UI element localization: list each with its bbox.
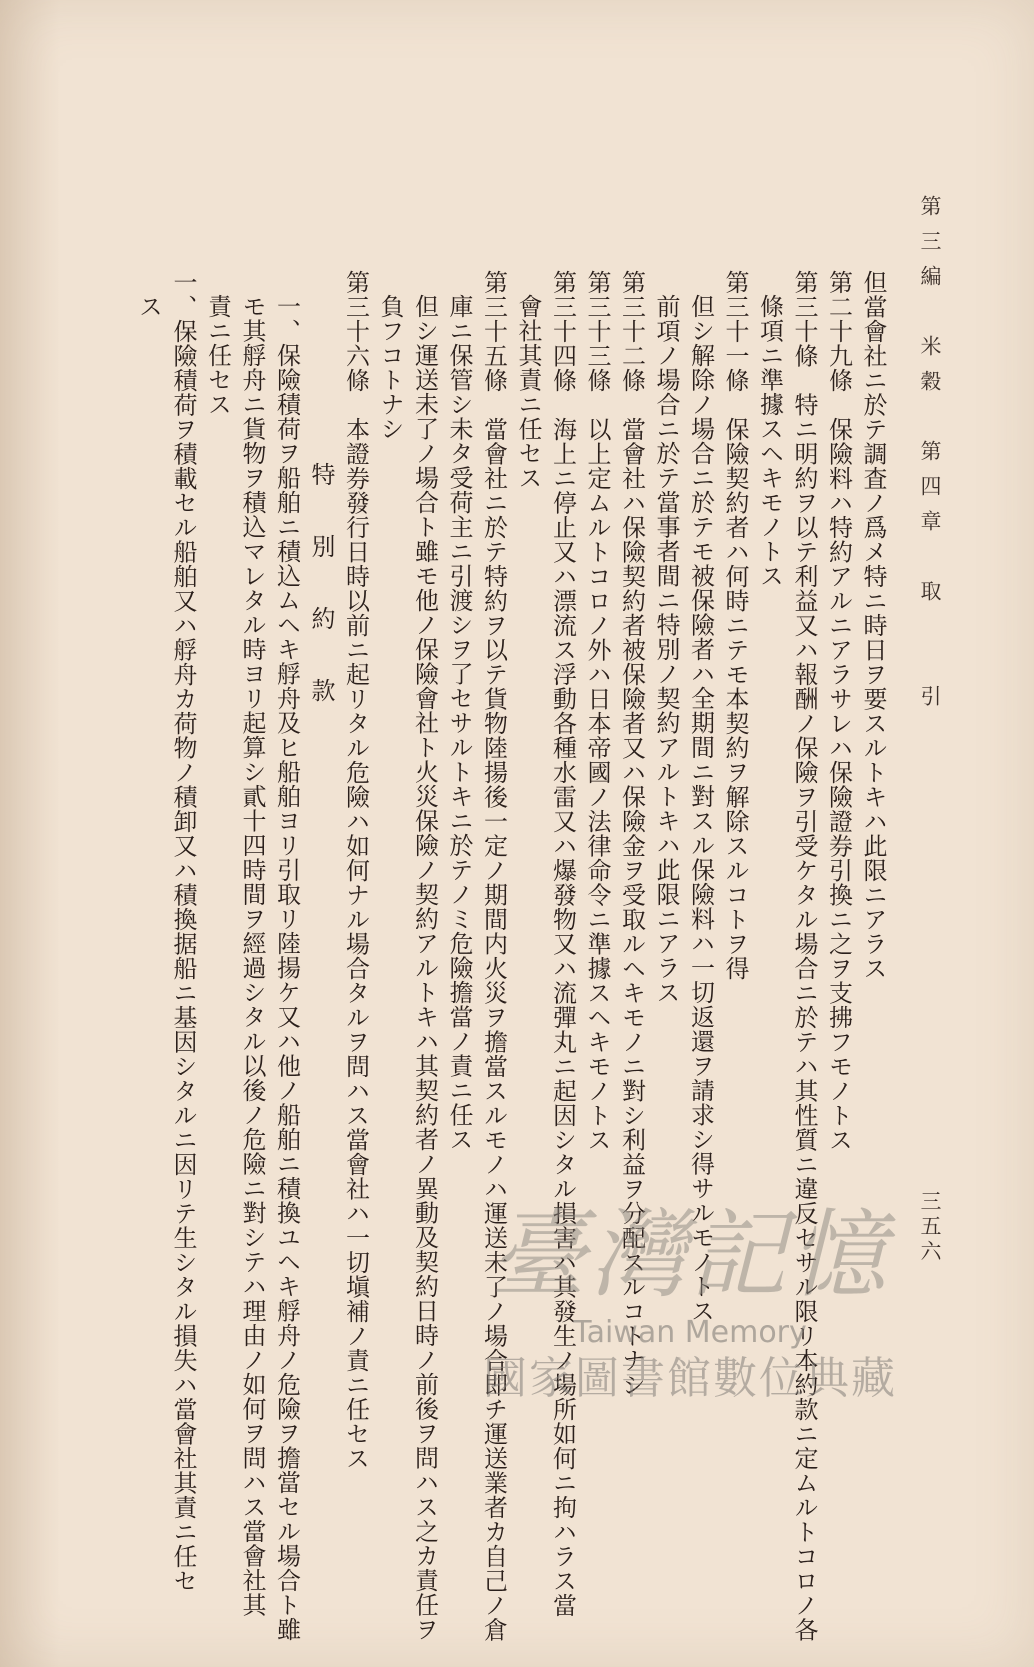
watermark-chinese: 國家圖書館數位典藏 (483, 1353, 897, 1404)
text-column: 第三十條 特ニ明約ヲ以テ利益又ハ報酬ノ保險ヲ引受ケタル場合ニ於テハ其性質ニ違反セサル限リ本約款ニ定ムルトコロノ各 (790, 270, 818, 1642)
text-column: 但シ解除ノ場合ニ於テモ被保險者ハ全期間ニ對スル保險料ハ一切返還ヲ請求シ得サルモノトス (686, 294, 715, 1323)
text-column: ス (134, 294, 163, 319)
text-column: 條項ニ準據スヘキモノトス (755, 294, 784, 588)
running-head: 第三編 米穀 第四章 取 引 (918, 195, 942, 720)
text-column: 一、保險積荷ヲ積載セル船舶又ハ艀舟カ荷物ノ積卸又ハ積換据船ニ基因シタルニ因リテ生シタル損失ハ當會社其責ニ任セ (169, 270, 197, 1593)
text-column: 第三十五條 當會社ニ於テ特約ヲ以テ貨物陸揚後一定ノ期間内火災ヲ擔當スルモノハ運送未了ノ場合即チ運送業者カ自己ノ倉 (479, 270, 508, 1642)
page-number: 三五六 (918, 1190, 942, 1265)
text-column: 第三十三條 以上定ムルトコロノ外ハ日本帝國ノ法律命令ニ準據スヘキモノトス (583, 270, 611, 1152)
text-column: 但當會社ニ於テ調査ノ爲メ特ニ時日ヲ要スルトキハ此限ニアラス (859, 270, 887, 981)
text-column: 第二十九條 保險料ハ特約アルニアラサレハ保險證券引換ニ之ヲ支拂フモノトス (824, 270, 853, 1152)
text-column: 一、保險積荷ヲ船舶ニ積込ムヘキ艀舟及ヒ船舶ヨリ引取リ陸揚ケ又ハ他ノ船舶ニ積換ユヘキ艀舟ノ危險ヲ擔當セル場合ト雖 (272, 294, 301, 1642)
text-column: 前項ノ場合ニ於テ當事者間ニ特別ノ契約アルトキハ此限ニアラス (652, 294, 680, 1005)
text-column: 第三十二條 當會社ハ保險契約者被保險者又ハ保險金ヲ受取ルヘキモノニ對シ利益ヲ分配スルコトナシ (617, 270, 646, 1397)
watermark-calligraphy: 臺灣記憶 (490, 1199, 890, 1311)
library-watermark (430, 1195, 950, 1435)
text-column: 負フコトナシ (376, 294, 404, 441)
text-column: 第三十一條 保險契約者ハ何時ニテモ本契約ヲ解除スルコトヲ得 (721, 270, 749, 981)
text-column: 第三十六條 本證券發行日時以前ニ起リタル危險ハ如何ナル場合タルヲ問ハス當會社ハ一切塡補ノ責ニ任セス (341, 270, 370, 1471)
text-column: 庫ニ保管シ未タ受荷主ニ引渡シヲ了セサルトキニ於テノミ危險擔當ノ責ニ任ス (445, 294, 473, 1152)
text-column: 責ニ任セス (203, 294, 232, 417)
page-edge-shadow (0, 0, 60, 1667)
text-column: 但シ運送未了ノ場合ト雖モ他ノ保險會社ト火災保險ノ契約アルトキハ其契約者ノ異動及契約日時ノ前後ヲ問ハス之カ責任ヲ (410, 294, 439, 1642)
text-column: 第三十四條 海上ニ停止又ハ漂流ス浮動各種水雷又ハ爆發物又ハ流彈丸ニ起因シタル損害ハ其發生ノ場所如何ニ拘ハラス當 (548, 270, 577, 1618)
text-column: 會社其責ニ任セス (514, 294, 542, 490)
special-clauses-heading: 特 別 約 款 (307, 462, 335, 714)
text-column: モ其艀舟ニ貨物ヲ積込マレタル時ヨリ起算シ貳十四時間ヲ經過シタル以後ノ危險ニ對シテハ理由ノ如何ヲ問ハス當會社其 (238, 294, 266, 1617)
watermark-english: Taiwan Memory (573, 1315, 807, 1350)
